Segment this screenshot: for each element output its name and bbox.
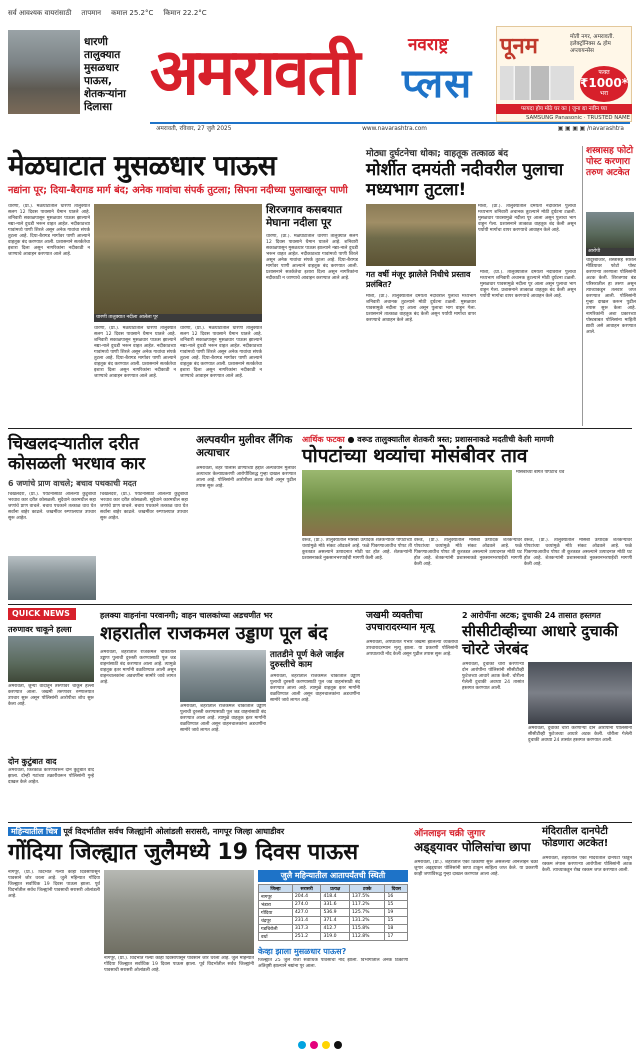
injured-headline: जखमी व्यक्तीचा उपचारादरम्यान मृत्यू (366, 610, 434, 633)
farmer-tag: आर्थिक फटका (302, 435, 345, 444)
lead-subhead: नद्यांना पूर; दिया-बैरागड मार्ग बंद; अनेक गावांचा संपर्क तुटला; सिपना नदीच्या पुलाखालून पाणी (8, 185, 348, 196)
table-cell: 251.2 (292, 933, 321, 941)
table-cell: 319.0 (321, 933, 350, 941)
cctv-body-col2: अमरावती, दुचाकी चोरी करणाऱ्या दोन आरोपींना पोलिसांनी सीसीटीव्ही फुटेजच्या आधारे अटक केली. चोरीला गेलेली दुचाकी अवघ्या 24 तासांत हस्तगत करण्यात आली. (528, 726, 632, 743)
table-cell: 15 (385, 917, 408, 925)
table-row (259, 909, 408, 917)
flyover-body-col2: अमरावती, शहरातील राजकमल चौकातील उड्डाण पुलाची दुरुस्ती करण्यासाठी पूल जड वाहनांसाठी बंद करण्यात आला आहे. त्यामुळे वाहतूक इतर मार्गांनी वळविण्यात आली असून वाहनचालकांना अडचणींना सामोरे जावे लागत आहे. (180, 704, 266, 733)
masthead-photo-caption: धारणी तालुक्यात मुसळधार पाऊस, शेतकऱ्यांना दिलासा (84, 36, 126, 113)
min-temp: किमान 22.2°C (163, 8, 207, 17)
cctv-headline: सीसीटीव्हीच्या आधारे दुचाकी चोरटे जेरबंद (462, 622, 619, 658)
quick-news-item1-body: अमरावती, जुन्या वादातून तरुणावर चाकूने हल्ला करण्यात आला. जखमी तरुणावर रुग्णालयात उपचार सुरू असून पोलिसांनी आरोपीचा शोध सुरू केला आहे. (8, 684, 94, 707)
cctv-kicker: 2 आरोपींना अटक; दुचाकी 24 तासात हस्तगत (462, 611, 601, 620)
print-color-marks (0, 1038, 640, 1051)
table-cell: 18 (385, 925, 408, 933)
weather-label: सर्व आवश्यक वायरांसाठी (8, 8, 72, 17)
table-cell: 418.4 (321, 893, 350, 901)
bridge-photo (366, 204, 476, 266)
table-cell: 16 (385, 893, 408, 901)
minor-headline: अल्पवयीन मुलीवर लैंगिक अत्याचार (196, 434, 293, 459)
ad-offer-strip: फायदा होय मोठे घर का | जुना द्या नवीन घ्या (496, 104, 632, 114)
social-handles[interactable]: ▣ ▣ ▣ ▣ /navarashtra (557, 126, 624, 132)
quick-news-item1-title: तरुणावर चाकूने हल्ला (8, 625, 72, 634)
lead-flood-photo (94, 204, 262, 314)
gondia-photo (104, 870, 254, 954)
max-temp: कमाल 25.2°C (111, 8, 154, 17)
table-cell: 112.8% (350, 933, 385, 941)
table-cell: 536.9 (321, 909, 350, 917)
table-row (259, 893, 408, 901)
farmer-kicker-line: आर्थिक फटका ● वरूड तालुक्यातील शेतकरी त्रस्त; प्रशासनाकडे मदतीची केली मागणी (302, 435, 554, 444)
table-cell: 17 (385, 933, 408, 941)
gondia-kicker: महिन्यातील चित्र (8, 827, 61, 836)
logo-plus: प्लस (402, 61, 473, 107)
table-cell: वर्धा (259, 933, 293, 941)
lead-body-col3: धारणी, (प्रा.). मेळघाटातील धारणी तालुक्यात सलग 12 दिवस पावसाने थैमान घातले आहे. शनिवारी सकाळपासून मुसळधार पाऊस झाल्याने नद्या-नाले दुथडी भरून वाहत आहेत. नदीकाठच्या गावांमध्ये पाणी शिरले असून अनेक गावांचा संपर्क तुटला आहे. दिया-बैरागड मार्गावर पाणी आल्याने वाहतूक बंद करण्यात आली. प्रशासनाने सतर्कतेचा इशारा दिला असून नागरिकांना नदीकाठी न जाण्याचे आवाहन करण्यात आले आहे. (180, 326, 262, 379)
lead-headline: मेळघाटात मुसळधार पाऊस (8, 149, 277, 182)
table-header-cell: प्रत्यक्ष (321, 885, 350, 893)
flyover-body: अमरावती, शहरातील राजकमल चौकातील उड्डाण पुलाची दुरुस्ती करण्यासाठी पूल जड वाहनांसाठी बंद करण्यात आला आहे. त्यामुळे वाहतूक इतर मार्गांनी वळविण्यात आली असून वाहनचालकांना अडचणींना सामोरे जावे लागत आहे. (100, 650, 176, 685)
gambling-headline: अड्ड्यावर पोलिसांचा छापा (414, 840, 531, 854)
table-cell: 427.0 (292, 909, 321, 917)
gondia-rain-table (258, 884, 408, 941)
table-header-cell: सरासरी (292, 885, 321, 893)
newspaper-logo: अमरावती (150, 35, 359, 110)
quick-news-photo (8, 636, 94, 682)
farmer-headline: पोपटांच्या थव्यांचा मोसंबीवर ताव (302, 445, 528, 467)
photo-story-headline: शस्त्रासह फोटो पोस्ट करणारा तरुण अटकेत (586, 146, 634, 178)
chikhaldara-photo (8, 556, 96, 600)
gambling-body: अमरावती, (प्रा.). शहरातील एका ठिकाणी सुरू असलेल्या ऑनलाइन चक्री जुगार अड्ड्यावर पोलिसांनी छापा टाकून साहित्य जप्त केले. या प्रकरणी काही जणांविरुद्ध गुन्हा दाखल करण्यात आला आहे. (414, 860, 538, 877)
masthead-photo (8, 30, 80, 114)
table-cell: 412.7 (321, 925, 350, 933)
farmer-body: वरूड, (प्रा.). तालुक्यातील मोसंबी उत्पादक शेतकऱ्यांवर पोपटांच्या थव्यांमुळे मोठे संकट ओढवले आहे. फळे पिकण्याआधीच पोपट ती कुरतडत असल्याने उत्पादनात मोठी घट होत आहे. शेतकऱ्यांनी प्रशासनाकडे नुकसानभरपाईची मागणी केली आहे. (302, 538, 412, 561)
chikhaldara-subhead: 6 जणांचे प्राण वाचले; बचाव पथकाची मदत (8, 479, 137, 488)
table-header-row (259, 885, 408, 893)
injured-body: अमरावती, अपघातात गंभीर जखमी झालेल्या व्यक्तीचा उपचारादरम्यान मृत्यू झाला. या प्रकरणी पोलिसांनी अपघाताची नोंद केली असून पुढील तपास सुरू आहे. (366, 640, 458, 657)
table-cell: गडचिरोली (259, 925, 293, 933)
table-header-cell: टक्के (350, 885, 385, 893)
table-header-cell: जिल्हा (259, 885, 293, 893)
gondia-table-title: जुलै महिन्यातील आतापर्यंतची स्थिती (258, 870, 408, 882)
lead-body-col2: धारणी, (प्रा.). मेळघाटातील धारणी तालुक्यात सलग 12 दिवस पावसाने थैमान घातले आहे. शनिवारी सकाळपासून मुसळधार पाऊस झाल्याने नद्या-नाले दुथडी भरून वाहत आहेत. नदीकाठच्या गावांमध्ये पाणी शिरले असून अनेक गावांचा संपर्क तुटला आहे. दिया-बैरागड मार्गावर पाणी आल्याने वाहतूक बंद करण्यात आली. प्रशासनाने सतर्कतेचा इशारा दिला असून नागरिकांना नदीकाठी न जाण्याचे आवाहन करण्यात आले आहे. (94, 326, 176, 379)
dateline-bar (150, 122, 630, 134)
gondia-body-col2: नागपूर, (प्रा.). विदर्भात गेल्या काही दिवसांपासून पावसाने जोर धरला आहे. जुलै महिन्यात गोंदिया जिल्ह्यात सर्वाधिक 19 दिवस पाऊस झाला. पूर्व विदर्भातील सर्वच जिल्ह्यांनी पावसाची सरासरी ओलांडली आहे. (104, 956, 254, 973)
gondia-kicker2: पूर्व विदर्भातील सर्वच जिल्ह्यांनी ओलांडली सरासरी, नागपूर जिल्हा आघाडीवर (63, 827, 285, 836)
flyover-kicker: हलक्या वाहनांना परवानगी; वाहन चालकांच्या अडचणीत भर (100, 611, 273, 620)
quick-news-label: QUICK NEWS (8, 608, 76, 620)
cctv-photo (528, 662, 632, 724)
table-cell: 137.5% (350, 893, 385, 901)
gondia-kicker-line (8, 826, 408, 837)
flyover-inset-body: अमरावती, शहरातील राजकमल चौकातील उड्डाण पुलाची दुरुस्ती करण्यासाठी पूल जड वाहनांसाठी बंद करण्यात आला आहे. त्यामुळे वाहतूक इतर मार्गांनी वळविण्यात आली असून वाहनचालकांना अडचणींना सामोरे जावे लागत आहे. (270, 674, 360, 703)
ad-brand: पूनम (500, 33, 538, 59)
table-row (259, 901, 408, 909)
bridge-headline: मोर्शीत दमयंती नदीवरील पुलाचा मध्यभाग तुटला! (366, 160, 564, 200)
gondia-body: नागपूर, (प्रा.). विदर्भात गेल्या काही दिवसांपासून पावसाने जोर धरला आहे. जुलै महिन्यात गोंदिया जिल्ह्यात सर्वाधिक 19 दिवस पाऊस झाला. पूर्व विदर्भातील सर्वच जिल्ह्यांनी पावसाची सरासरी ओलांडली आहे. (8, 870, 100, 899)
column-divider (582, 146, 583, 426)
farmer-body-col3: वरूड, (प्रा.). तालुक्यातील मोसंबी उत्पादक शेतकऱ्यांवर पोपटांच्या थव्यांमुळे मोठे संकट ओढवले आहे. फळे पिकण्याआधीच पोपट ती कुरतडत असल्याने उत्पादनात मोठी घट होत आहे. शेतकऱ्यांनी प्रशासनाकडे नुकसानभरपाईची मागणी केली आहे. (524, 538, 632, 567)
table-cell: 371.4 (321, 917, 350, 925)
quick-news-item2-body: अमरावती, किरकोळ कारणावरून दोन कुटुंबात वाद झाला. दोन्ही गटांच्या तक्रारीवरून पोलिसांनी गुन्हे दाखल केले आहेत. (8, 768, 94, 785)
weather-bar (8, 6, 348, 20)
flyover-photo (180, 650, 266, 702)
farmer-kicker: वरूड तालुक्यातील शेतकरी त्रस्त; प्रशासनाकडे मदतीची केली मागणी (357, 435, 554, 444)
bridge-kicker: मोठ्या दुर्घटनेचा धोका; वाहतूक तत्काळ बंद (366, 149, 508, 159)
bridge-box-headline: गत वर्षी मंजूर झालेले निधीचे प्रस्ताव प्रलंबित? (366, 270, 471, 289)
lead-inset-body: धारणी, (प्रा.). मेळघाटातील धारणी तालुक्यात सलग 12 दिवस पावसाने थैमान घातले आहे. शनिवारी सकाळपासून मुसळधार पाऊस झाल्याने नद्या-नाले दुथडी भरून वाहत आहेत. नदीकाठच्या गावांमध्ये पाणी शिरले असून अनेक गावांचा संपर्क तुटला आहे. दिया-बैरागड मार्गावर पाणी आल्याने वाहतूक बंद करण्यात आली. प्रशासनाने सतर्कतेचा इशारा दिला असून नागरिकांना नदीकाठी न जाण्याचे आवाहन करण्यात आले आहे. (266, 234, 358, 281)
ad-appliances-image (500, 66, 574, 100)
photo-story-photo (586, 212, 634, 248)
chikhaldara-body-col2: चिखलदरा, (प्रा.). पर्यटनासाठी आलेल्या कुटुंबाची भरधाव कार दरीत कोसळली. सुदैवाने कारमधील सहा जणांचे प्राण वाचले. बचाव पथकाने तत्काळ धाव घेत सर्वांना बाहेर काढले. जखमींवर रुग्णालयात उपचार सुरू आहेत. (100, 492, 188, 521)
table-cell: 317.3 (292, 925, 321, 933)
website-link[interactable]: www.navarashtra.com (362, 126, 427, 132)
table-header-cell: दिवस (385, 885, 408, 893)
table-cell: 115.8% (350, 925, 385, 933)
photo-story-caption: आरोपी (586, 248, 634, 256)
farmer-caption: मोसंबीच्या बागेत पोपटांचे थवे (516, 470, 565, 475)
table-row (259, 917, 408, 925)
table-row (259, 925, 408, 933)
table-cell: भंडारा (259, 901, 293, 909)
table-cell: गोंदिया (259, 909, 293, 917)
gondia-box-headline: केव्हा झाला मुसळधार पाऊस? (258, 947, 347, 956)
table-row (259, 933, 408, 941)
flyover-headline: शहरातील राजकमल उड्डाण पूल बंद (100, 623, 328, 644)
ad-address: मोती नगर, अमरावती. इलेक्ट्रॉनिक्स & होम अप्लायन्सेस (570, 34, 615, 54)
temple-headline: मंदिरातील दानपेटी फोडणारा अटकेत! (542, 826, 609, 849)
chikhaldara-headline: चिखलदऱ्यातील दरीत कोसळली भरधाव कार (8, 434, 146, 474)
photo-story-body: चांदूरबाजार, शस्त्रासह सोशल मीडियावर फोटो पोस्ट करणाऱ्या तरुणाला पोलिसांनी अटक केली. शिरजगाव बंड परिसरातील हा तरुण असून त्याच्याकडून तलवार जप्त करण्यात आली. पोलिसांनी गुन्हा दाखल करून पुढील तपास सुरू केला आहे. नागरिकांनी अशा प्रकारच्या पोस्टबाबत पोलिसांना माहिती द्यावी असे आवाहन करण्यात आले. (586, 258, 636, 335)
table-cell: 19 (385, 909, 408, 917)
gondia-box-body: जिल्ह्यात 25 जुलै रोजी सर्वाधिक पावसाची नोंद झाली. विभागातील अनेक ठिकाणी अतिवृष्टी झाल्याने नद्यांना पूर आला. (258, 958, 408, 969)
temple-body: अमरावती, शहरातील एका मंदिरातील दानपेटी फोडून रक्कम लंपास करणाऱ्या आरोपीला पोलिसांनी अटक केली. त्याच्याकडून रोख रक्कम जप्त करण्यात आली. (542, 856, 632, 873)
table-cell: 131.2% (350, 917, 385, 925)
table-cell: 125.7% (350, 909, 385, 917)
issue-date: अमरावती, रविवार, 27 जुलै 2025 (156, 126, 232, 132)
sky-label: तापमान (81, 8, 102, 17)
lead-inset-headline: शिरजगाव कसबयात मेघाना नदीला पूर (266, 204, 343, 229)
gambling-kicker: ऑनलाइन चक्री जुगार (414, 829, 486, 839)
table-cell: 274.0 (292, 901, 321, 909)
farmer-photo (302, 470, 512, 536)
ad-price-badge: फक्त ₹1000* भरा (580, 66, 628, 102)
section-rule-3 (8, 822, 632, 823)
table-cell: 204.4 (292, 893, 321, 901)
table-cell: नागपूर (259, 893, 293, 901)
lead-photo-caption: धारणी तालुक्यात नदीला आलेला पूर (94, 314, 262, 322)
minor-body: अमरावती, शहर पोलीस ठाण्याच्या हद्दीत अल्पवयीन मुलीवर अत्याचार केल्याप्रकरणी आरोपीविरुद्ध गुन्हा दाखल करण्यात आला आहे. पोलिसांनी आरोपीला अटक केली असून पुढील तपास सुरू आहे. (196, 466, 296, 489)
table-cell: चंद्रपूर (259, 917, 293, 925)
table-cell: 15 (385, 901, 408, 909)
ad-brands: SAMSUNG Panasonic · TRUSTED NAME (525, 115, 630, 121)
flyover-inset-headline: तातडीने पूर्ण केले जाईल दुरुस्तीचे काम (270, 650, 344, 670)
table-cell: 331.6 (321, 901, 350, 909)
chikhaldara-body: चिखलदरा, (प्रा.). पर्यटनासाठी आलेल्या कुटुंबाची भरधाव कार दरीत कोसळली. सुदैवाने कारमधील सहा जणांचे प्राण वाचले. बचाव पथकाने तत्काळ धाव घेत सर्वांना बाहेर काढले. जखमींवर रुग्णालयात उपचार सुरू आहेत. (8, 492, 96, 521)
bridge-photo-note: मोर्शी, (प्रा.). तालुक्यातील दमयंती नदीवरील पुलाचा मध्यभाग शनिवारी अचानक तुटल्याने मोठी दुर्घटना टळली. मुसळधार पावसामुळे नदीला पूर आला असून पुलाचा भाग वाहून गेला. प्रशासनाने तात्काळ वाहतूक बंद केली असून पर्यायी मार्गाचा वापर करण्याचे आवाहन केले आहे. (478, 204, 576, 233)
lead-body: धारणी, (प्रा.). मेळघाटातील धारणी तालुक्यात सलग 12 दिवस पावसाने थैमान घातले आहे. शनिवारी सकाळपासून मुसळधार पाऊस झाल्याने नद्या-नाले दुथडी भरून वाहत आहेत. नदीकाठच्या गावांमध्ये पाणी शिरले असून अनेक गावांचा संपर्क तुटला आहे. दिया-बैरागड मार्गावर पाणी आल्याने वाहतूक बंद करण्यात आली. प्रशासनाने सतर्कतेचा इशारा दिला असून नागरिकांना नदीकाठी न जाण्याचे आवाहन करण्यात आले आहे. (8, 204, 90, 257)
farmer-body-col2: वरूड, (प्रा.). तालुक्यातील मोसंबी उत्पादक शेतकऱ्यांवर पोपटांच्या थव्यांमुळे मोठे संकट ओढवले आहे. फळे पिकण्याआधीच पोपट ती कुरतडत असल्याने उत्पादनात मोठी घट होत आहे. शेतकऱ्यांनी प्रशासनाकडे नुकसानभरपाईची मागणी केली आहे. (414, 538, 522, 567)
bridge-body: मोर्शी, (प्रा.). तालुक्यातील दमयंती नदीवरील पुलाचा मध्यभाग शनिवारी अचानक तुटल्याने मोठी दुर्घटना टळली. मुसळधार पावसामुळे नदीला पूर आला असून पुलाचा भाग वाहून गेला. प्रशासनाने तात्काळ वाहतूक बंद केली असून पर्यायी मार्गाचा वापर करण्याचे आवाहन केले आहे. (480, 270, 576, 299)
table-cell: 231.4 (292, 917, 321, 925)
table-cell: 117.2% (350, 901, 385, 909)
cctv-body: अमरावती, दुचाकी चोरी करणाऱ्या दोन आरोपींना पोलिसांनी सीसीटीव्ही फुटेजच्या आधारे अटक केली. चोरीला गेलेली दुचाकी अवघ्या 24 तासांत हस्तगत करण्यात आली. (462, 662, 524, 691)
quick-news-item2-title: दोन कुटुंबात वाद (8, 757, 57, 766)
gondia-headline: गोंदिया जिल्ह्यात जुलैमध्ये 19 दिवस पाऊस (8, 840, 359, 865)
bridge-box-body: मोर्शी, (प्रा.). तालुक्यातील दमयंती नदीवरील पुलाचा मध्यभाग शनिवारी अचानक तुटल्याने मोठी दुर्घटना टळली. मुसळधार पावसामुळे नदीला पूर आला असून पुलाचा भाग वाहून गेला. प्रशासनाने तात्काळ वाहतूक बंद केली असून पर्यायी मार्गाचा वापर करण्याचे आवाहन केले आहे. (366, 294, 476, 323)
section-rule (8, 428, 632, 429)
logo-navrashtra: नवराष्ट्र (408, 35, 449, 55)
section-rule-2 (8, 604, 632, 605)
